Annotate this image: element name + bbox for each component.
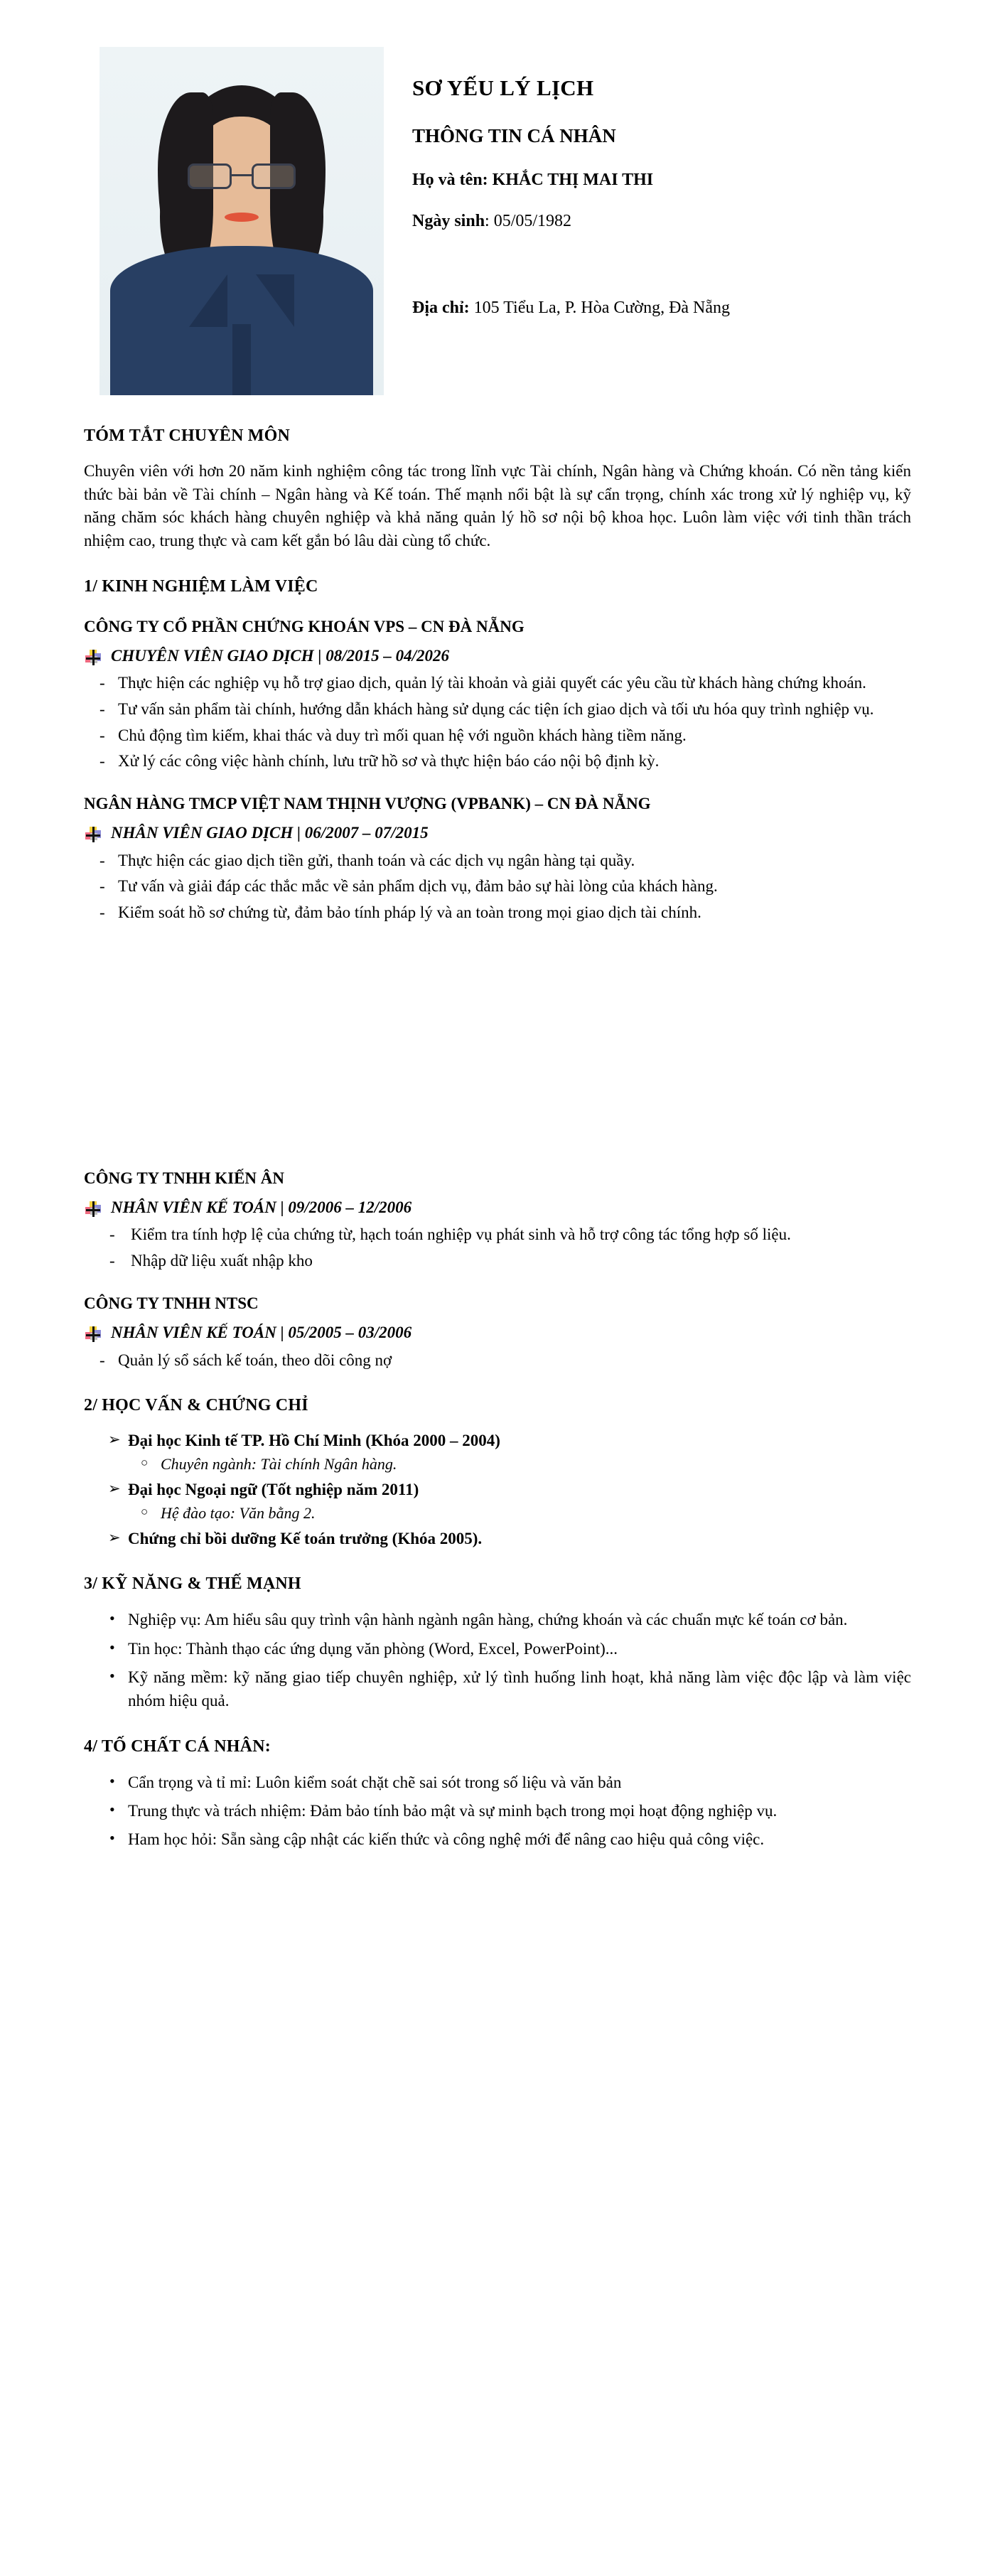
job-duty-list: [84, 672, 911, 773]
page-title: SƠ YẾU LÝ LỊCH: [412, 75, 594, 100]
list-item: • Kỹ năng mềm: kỹ năng giao tiếp chuyên nghiệp, xử lý tình huống linh hoạt, khả năng làm việc độc lập và làm việc nhóm hiệu quả.: [84, 1665, 911, 1713]
education-list: [84, 1429, 911, 1550]
full-name-label: Họ và tên:: [412, 171, 488, 189]
shirt-collar-left: [189, 274, 227, 327]
list-item: - Thực hiện các giao dịch tiền gửi, thanh toán và các dịch vụ ngân hàng tại quầy.: [84, 849, 911, 873]
colored-squares-bullet-icon: [85, 650, 101, 665]
list-item: [84, 1429, 911, 1476]
full-name-value: KHẮC THỊ MAI THI: [488, 171, 654, 189]
education-item-title: Đại học Ngoại ngữ (Tốt nghiệp năm 2011): [128, 1481, 419, 1499]
dob-row: [412, 210, 995, 232]
skills-list: [84, 1608, 911, 1712]
job-title-row: [84, 1323, 911, 1343]
company-name: CÔNG TY TNHH KIẾN ÂN: [84, 1169, 285, 1187]
education-sub-list: [128, 1454, 911, 1476]
education-sub-list: [128, 1503, 911, 1525]
company-name: NGÂN HÀNG TMCP VIỆT NAM THỊNH VƯỢNG (VPBANK) – CN ĐÀ NẴNG: [84, 795, 651, 812]
list-item: - Tư vấn và giải đáp các thắc mắc về sản phẩm dịch vụ, đảm bảo sự hài lòng của khách hàng.: [84, 875, 911, 898]
list-item: [84, 1528, 911, 1550]
skills-heading: 3/ KỸ NĂNG & THẾ MẠNH: [84, 1574, 301, 1594]
company-name: CÔNG TY TNHH NTSC: [84, 1294, 259, 1312]
colored-squares-bullet-icon: [85, 827, 101, 842]
job-duty-list: [84, 1223, 911, 1272]
colored-squares-bullet-icon: [85, 1326, 101, 1342]
qualities-heading: 4/ TỐ CHẤT CÁ NHÂN:: [84, 1737, 271, 1756]
address-row: [412, 299, 995, 318]
shirt-placket: [232, 324, 251, 395]
list-item: - Thực hiện các nghiệp vụ hỗ trợ giao dịch, quản lý tài khoản và giải quyết các yêu cầu từ khách hàng chứng khoán.: [84, 672, 911, 695]
resume-content: [0, 426, 995, 2155]
education-heading: 2/ HỌC VẤN & CHỨNG CHỈ: [84, 1396, 308, 1415]
qualities-list: [84, 1771, 911, 1852]
experience-heading: 1/ KINH NGHIỆM LÀM VIỆC: [84, 576, 318, 596]
list-item: • Tin học: Thành thạo các ứng dụng văn phòng (Word, Excel, PowerPoint)...: [84, 1637, 911, 1660]
job-title: CHUYÊN VIÊN GIAO DỊCH | 08/2015 – 04/2026: [111, 646, 449, 665]
list-item: - Quản lý sổ sách kế toán, theo dõi công nợ: [84, 1349, 911, 1373]
list-item: ○ Hệ đào tạo: Văn bằng 2.: [128, 1503, 911, 1525]
list-item: • Ham học hỏi: Sẵn sàng cập nhật các kiến thức và công nghệ mới để nâng cao hiệu quả công việc.: [84, 1828, 911, 1851]
job-title-row: [84, 1198, 911, 1218]
dob-value: : 05/05/1982: [485, 212, 572, 231]
full-name-row: [412, 168, 995, 191]
shirt-collar-right: [256, 274, 294, 327]
bottom-spacer: [84, 1857, 911, 2155]
list-item: ○ Chuyên ngành: Tài chính Ngân hàng.: [128, 1454, 911, 1476]
resume-header: [0, 0, 995, 395]
job-title: NHÂN VIÊN GIAO DỊCH | 06/2007 – 07/2015: [111, 824, 429, 842]
list-item: - Kiểm soát hồ sơ chứng từ, đảm bảo tính pháp lý và an toàn trong mọi giao dịch tài chính.: [84, 901, 911, 925]
list-item: - Chủ động tìm kiếm, khai thác và duy trì mối quan hệ với nguồn khách hàng tiềm năng.: [84, 724, 911, 748]
job-title: NHÂN VIÊN KẾ TOÁN | 05/2005 – 03/2006: [111, 1323, 412, 1341]
job-title-row: [84, 823, 911, 844]
job-duty-list: [84, 849, 911, 925]
page-break-spacer: [84, 928, 911, 1148]
list-item: - Tư vấn sản phẩm tài chính, hướng dẫn khách hàng sử dụng các tiện ích giao dịch và tối ưu hóa quy trình nghiệp vụ.: [84, 698, 911, 721]
photo-lips: [225, 213, 259, 222]
photo-shirt: [110, 246, 373, 395]
address-value: 105 Tiểu La, P. Hòa Cường, Đà Nẵng: [469, 298, 731, 317]
glasses-lens-left: [188, 163, 232, 189]
list-item: - Nhập dữ liệu xuất nhập kho: [84, 1250, 911, 1273]
photo-glasses: [188, 163, 296, 190]
list-item: • Trung thực và trách nhiệm: Đảm bảo tính bảo mật và sự minh bạch trong mọi hoạt động nghiệp vụ.: [84, 1799, 911, 1823]
job-duty-list: [84, 1349, 911, 1373]
list-item: • Nghiệp vụ: Am hiểu sâu quy trình vận hành ngành ngân hàng, chứng khoán và các chuẩn mực kế toán cơ bản.: [84, 1608, 911, 1631]
portrait-image: [100, 47, 384, 395]
dob-label: Ngày sinh: [412, 212, 485, 231]
glasses-lens-right: [252, 163, 296, 189]
personal-info-heading: THÔNG TIN CÁ NHÂN: [412, 125, 616, 146]
portrait-photo: [100, 47, 384, 395]
address-label: Địa chỉ:: [412, 298, 470, 317]
education-item-title: Chứng chỉ bồi dưỡng Kế toán trưởng (Khóa 2005).: [128, 1530, 483, 1548]
list-item: • Cẩn trọng và tỉ mỉ: Luôn kiểm soát chặt chẽ sai sót trong số liệu và văn bản: [84, 1771, 911, 1794]
company-name: CÔNG TY CỔ PHẦN CHỨNG KHOÁN VPS – CN ĐÀ NẴNG: [84, 617, 525, 635]
job-title: NHÂN VIÊN KẾ TOÁN | 09/2006 – 12/2006: [111, 1198, 412, 1216]
identity-block: [412, 47, 995, 318]
summary-text: Chuyên viên với hơn 20 năm kinh nghiệm công tác trong lĩnh vực Tài chính, Ngân hàng và Chứng khoán. Có nền tảng kiến thức bài bản về Tài chính – Ngân hàng và Kế toán. Thế mạnh nổi bật là sự cẩn trọng, chính xác trong xử lý nghiệp vụ, kỹ năng chăm sóc khách hàng chuyên nghiệp và khả năng quản lý hồ sơ nội bộ khoa học. Luôn làm việc với tinh thần trách nhiệm cao, trung thực và cam kết gắn bó lâu dài cùng tổ chức.: [84, 462, 911, 549]
colored-squares-bullet-icon: [85, 1201, 101, 1217]
summary-heading: TÓM TẮT CHUYÊN MÔN: [84, 426, 291, 445]
list-item: - Kiểm tra tính hợp lệ của chứng từ, hạch toán nghiệp vụ phát sinh và hỗ trợ công tác tổng hợp số liệu.: [84, 1223, 911, 1247]
glasses-bridge: [232, 174, 252, 176]
job-title-row: [84, 646, 911, 667]
list-item: - Xử lý các công việc hành chính, lưu trữ hồ sơ và thực hiện báo cáo nội bộ định kỳ.: [84, 750, 911, 773]
list-item: [84, 1478, 911, 1525]
education-item-title: Đại học Kinh tế TP. Hồ Chí Minh (Khóa 2000 – 2004): [128, 1432, 500, 1450]
